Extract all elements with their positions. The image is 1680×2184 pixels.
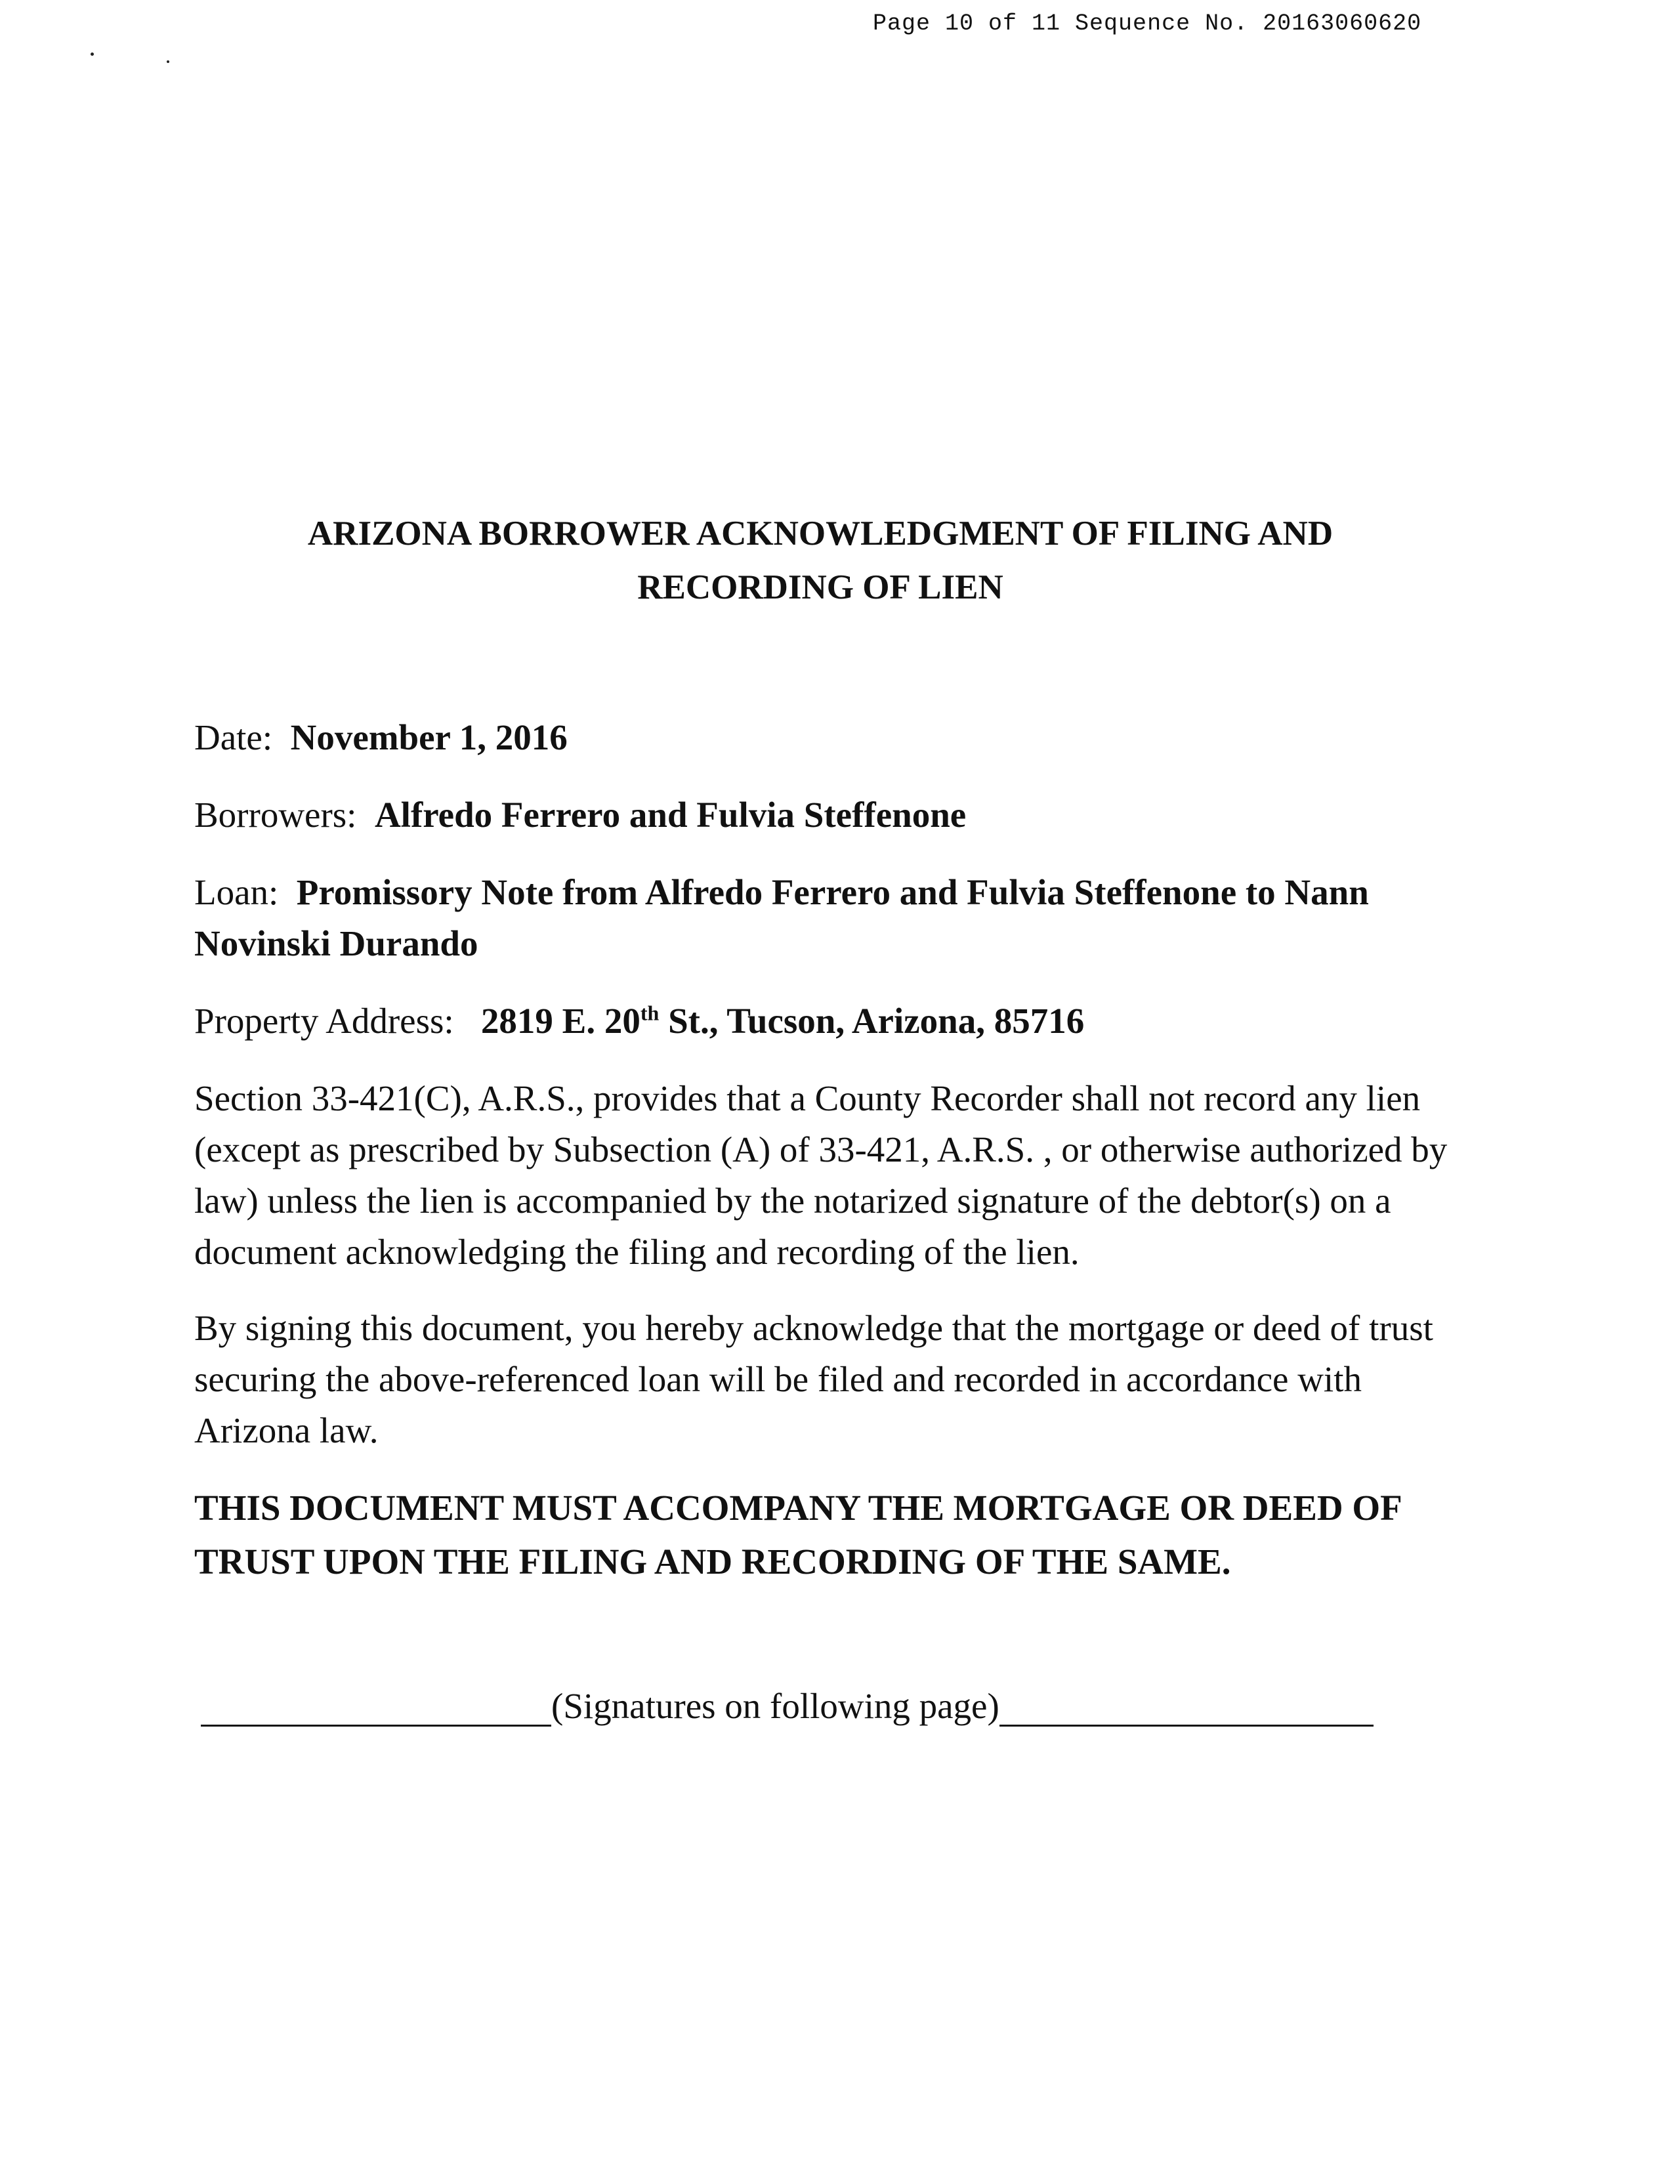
- borrowers-value: Alfredo Ferrero and Fulvia Steffenone: [374, 795, 967, 835]
- title-line-2: RECORDING OF LIEN: [637, 568, 1003, 606]
- date-label: Date:: [194, 717, 273, 757]
- scan-speck: [167, 60, 169, 63]
- borrowers-field: [194, 789, 1461, 841]
- left-underline: [201, 1685, 551, 1727]
- property-address-city: St., Tucson, Arizona, 85716: [659, 1001, 1085, 1041]
- scan-speck: [91, 52, 94, 56]
- property-address-field: [194, 996, 1461, 1047]
- loan-value: Promissory Note from Alfredo Ferrero and Fulvia Steffenone to Nann Novinski Durando: [194, 872, 1369, 963]
- date-field: [194, 712, 1461, 763]
- statute-paragraph: Section 33-421(C), A.R.S., provides that a County Recorder shall not record any lien (except as prescribed by Subsection (A) of 33-421, A.R.S. , or otherwise authorized by law) unless the lien is accompanied by the notarized signature of the debtor(s) on a document acknowledging the filing and recording of the lien.: [194, 1078, 1448, 1272]
- document-title: [197, 507, 1444, 614]
- acknowledgment-paragraph: By signing this document, you hereby acknowledge that the mortgage or deed of trust securing the above-referenced loan will be filed and recorded in accordance with Arizona law.: [194, 1308, 1433, 1450]
- right-underline: [999, 1685, 1374, 1727]
- loan-field: [194, 867, 1461, 969]
- property-address-street: 2819 E. 20: [480, 1001, 640, 1041]
- title-line-1: ARIZONA BORROWER ACKNOWLEDGMENT OF FILING AND: [307, 514, 1334, 553]
- signatures-note-line: [201, 1685, 1374, 1727]
- page-sequence-header: Page 10 of 11 Sequence No. 20163060620: [873, 10, 1422, 37]
- property-address-ordinal: th: [640, 1001, 660, 1025]
- date-value: November 1, 2016: [290, 717, 568, 757]
- signatures-note: (Signatures on following page): [551, 1686, 999, 1726]
- property-address-value: [481, 1001, 1084, 1041]
- recording-notice: THIS DOCUMENT MUST ACCOMPANY THE MORTGAGE OR DEED OF TRUST UPON THE FILING AND RECORDING OF THE SAME.: [194, 1488, 1401, 1582]
- borrowers-label: Borrowers:: [194, 795, 357, 835]
- document-body: [194, 712, 1461, 1625]
- loan-label: Loan:: [194, 872, 279, 912]
- property-address-label: Property Address:: [194, 1001, 454, 1041]
